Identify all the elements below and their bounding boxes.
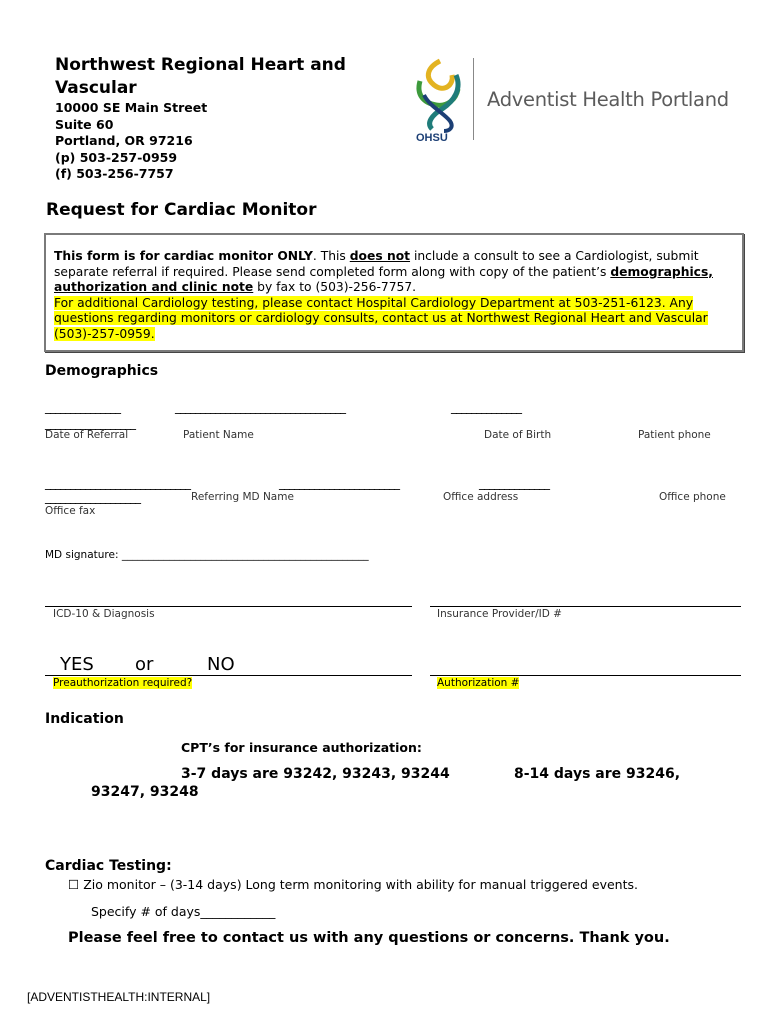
office-address-label: Office address (443, 491, 519, 503)
zio-option-label: Zio monitor – (3-14 days) Long term monitoring with ability for manual triggered events. (83, 877, 638, 892)
office-fax-label: Office fax (45, 505, 96, 517)
cardiac-testing-heading: Cardiac Testing: (45, 858, 172, 874)
address-phone: (p) 503-257-0959 (55, 149, 178, 165)
notice-emphasis: This form is for cardiac monitor ONLY (54, 249, 313, 263)
insurance-label: Insurance Provider/ID # (437, 608, 562, 620)
referring-md-label: Referring MD Name (191, 491, 294, 503)
page-title: Request for Cardiac Monitor (46, 200, 317, 220)
date-of-birth-label: Date of Birth (484, 429, 552, 441)
md-signature-field[interactable]: MD signature: _______________________________________________ (45, 549, 369, 561)
notice-text-part: by fax to (503)-256-7757. (253, 280, 417, 294)
checkbox-icon[interactable]: ☐ (68, 877, 80, 892)
no-option[interactable]: NO (207, 654, 235, 675)
address-fax: (f) 503-256-7757 (55, 166, 174, 181)
notice-text (54, 249, 740, 342)
footer-label: [ADVENTISTHEALTH:INTERNAL] (27, 990, 211, 1004)
office-phone-field[interactable]: ______________ (479, 476, 549, 490)
office-address-field[interactable]: ________________________ (279, 476, 399, 490)
insurance-line[interactable] (430, 606, 741, 607)
address-suite: Suite 60 (55, 116, 114, 132)
preauth-label: Preauthorization required? (53, 677, 193, 689)
yes-option[interactable]: YES (60, 654, 94, 675)
organization-address (55, 100, 207, 183)
address-city: Portland, OR 97216 (55, 133, 193, 148)
adventist-ohsu-logo-icon (410, 55, 480, 145)
brand-name: Adventist Health Portland (487, 88, 729, 111)
patient-phone-label: Patient phone (638, 429, 711, 441)
cpt-range-8-14: 8-14 days are 93246, (514, 766, 681, 782)
cpt-range-3-7: 3-7 days are 93242, 93243, 93244 (181, 766, 450, 782)
patient-name-field[interactable]: __________________________________ (175, 400, 345, 414)
cpt-heading: CPT’s for insurance authorization: (181, 740, 422, 755)
demographics-heading: Demographics (45, 363, 159, 379)
cpt-range-8-14-cont: 93247, 93248 (91, 784, 199, 800)
preauth-line[interactable] (45, 675, 412, 676)
organization-name: Northwest Regional Heart and Vascular (55, 55, 346, 98)
patient-phone-field[interactable]: __________________ (45, 416, 135, 430)
or-text: or (135, 654, 154, 675)
authorization-line[interactable] (430, 675, 741, 676)
referring-md-field[interactable]: _____________________________ (45, 476, 190, 490)
address-street: 10000 SE Main Street (55, 100, 208, 115)
ohsu-logo-text: OHSU (416, 132, 448, 144)
notice-text-part: . This (312, 249, 350, 263)
date-of-referral-label: Date of Referral (45, 429, 129, 441)
notice-required-docs: demographics, authorization and clinic note (54, 264, 713, 294)
patient-name-label: Patient Name (183, 429, 254, 441)
notice-does-not: does not (349, 249, 411, 263)
closing-message: Please feel free to contact us with any questions or concerns. Thank you. (68, 930, 670, 946)
office-fax-field[interactable]: ___________________ (45, 490, 140, 504)
icd10-line[interactable] (45, 606, 412, 607)
zio-option[interactable] (68, 877, 638, 892)
icd10-label: ICD-10 & Diagnosis (53, 608, 155, 620)
specify-days-field[interactable]: Specify # of days____________ (91, 904, 276, 919)
notice-contact-highlight: For additional Cardiology testing, please contact Hospital Cardiology Department at 503-251-6123. Any questions regarding monitors or cardiology consults, contact us at Northwest Regional Heart and Vascular (503)-257-0959. (54, 295, 708, 341)
notice-text-part: include a consult to see a Cardiologist, submit separate referral if required. Please send completed form along with copy of the patient’s (54, 249, 699, 279)
date-of-birth-field[interactable]: ______________ (451, 400, 521, 414)
date-of-referral-field[interactable]: _______________ (45, 400, 120, 414)
authorization-label: Authorization # (437, 677, 520, 689)
logo-divider (473, 58, 474, 140)
office-phone-label: Office phone (659, 491, 726, 503)
indication-heading: Indication (45, 711, 124, 727)
